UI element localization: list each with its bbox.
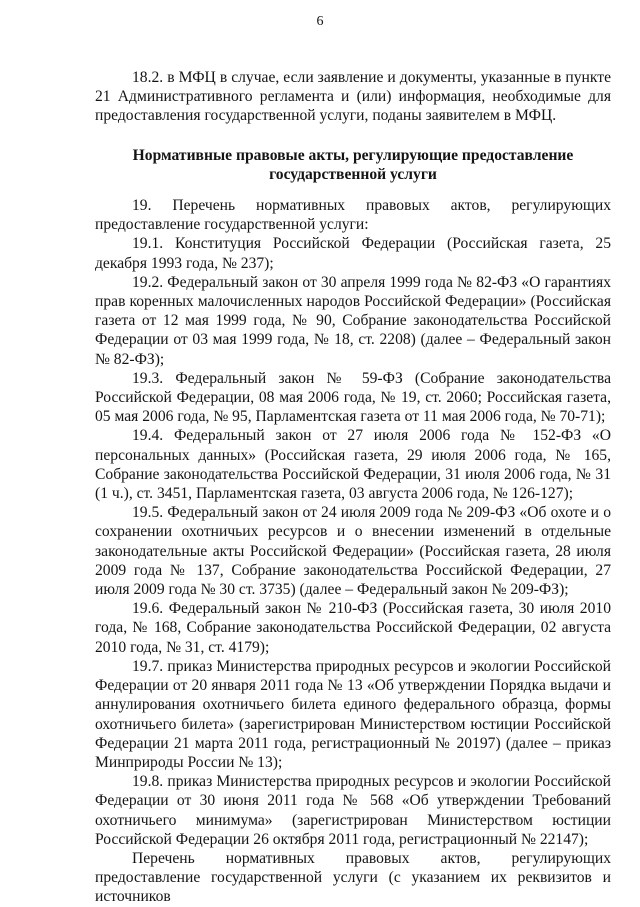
page-cut	[95, 849, 611, 906]
section-heading: Нормативные правовые акты, регулирующие предоставление государственной услуги	[132, 146, 574, 183]
document-body	[95, 68, 611, 906]
act-item: 19.4. Федеральный закон от 27 июля 2006 года № 152-ФЗ «О персональных данных» (Российская газета, 29 июля 2006 года, № 165, Собрание законодательства Российской Федерации, 31 июля 2006 года, № 31 (1 ч.), ст. 3451, Парламентская газета, 03 августа 2006 года, № 126-127);	[95, 427, 611, 503]
closing-paragraph: Перечень нормативных правовых актов, регулирующих предоставление государственной услуги (с указанием их реквизитов и источников	[95, 849, 611, 906]
act-item: 19.2. Федеральный закон от 30 апреля 1999 года № 82-ФЗ «О гарантиях прав коренных малочисленных народов Российской Федерации» (Российская газета от 12 мая 1999 года, № 90, Собрание законодательства Российской Федерации от 03 мая 1999 года, № 18, ст. 2208) (далее – Федеральный закон № 82-ФЗ);	[95, 273, 611, 368]
act-item: 19.6. Федеральный закон № 210-ФЗ (Российская газета, 30 июля 2010 года, № 168, Собрание законодательства Российской Федерации, 02 августа 2010 года, № 31, ст. 4179);	[95, 600, 611, 656]
paragraph-19: 19. Перечень нормативных правовых актов, регулирующих предоставление государственной услуги:	[95, 197, 611, 234]
act-item: 19.5. Федеральный закон от 24 июля 2009 года № 209-ФЗ «Об охоте и о сохранении охотничьих ресурсов и о внесении изменений в отдельные законодательные акты Российской Федерации» (Российская газета, 28 июля 2009 года № 137, Собрание законодательства Российской Федерации, 27 июля 2009 года № 30 ст. 3735) (далее – Федеральный закон № 209-ФЗ);	[95, 504, 611, 599]
act-item: 19.8. приказ Министерства природных ресурсов и экологии Российской Федерации от 30 июня 2011 года № 568 «Об утверждении Требований охотничьего минимума» (зарегистрирован Министерством юстиции Российской Федерации 26 октября 2011 года, регистрационный № 22147);	[95, 773, 611, 848]
act-item: 19.3. Федеральный закон № 59-ФЗ (Собрание законодательства Российской Федерации, 08 мая 2006 года, № 19, ст. 2060; Российская газета, 05 мая 2006 года, № 95, Парламентская газета от 11 мая 2006 года, № 70-71);	[95, 369, 611, 426]
page-number: 6	[316, 14, 324, 29]
act-item: 19.1. Конституция Российской Федерации (Российская газета, 25 декабря 1993 года, № 237);	[95, 235, 611, 272]
paragraph-18-2: 18.2. в МФЦ в случае, если заявление и документы, указанные в пункте 21 Административного регламента и (или) информация, необходимые для предоставления государственной услуги, поданы заявителем в МФЦ.	[95, 69, 611, 125]
act-item: 19.7. приказ Министерства природных ресурсов и экологии Российской Федерации от 20 января 2011 года № 13 «Об утверждении Порядка выдачи и аннулирования охотничьего билета единого федерального образца, формы охотничьего билета» (зарегистрирован Министерством юстиции Российской Федерации 21 марта 2011 года, регистрационный № 20197) (далее – приказ Минприроды России № 13);	[95, 657, 611, 771]
